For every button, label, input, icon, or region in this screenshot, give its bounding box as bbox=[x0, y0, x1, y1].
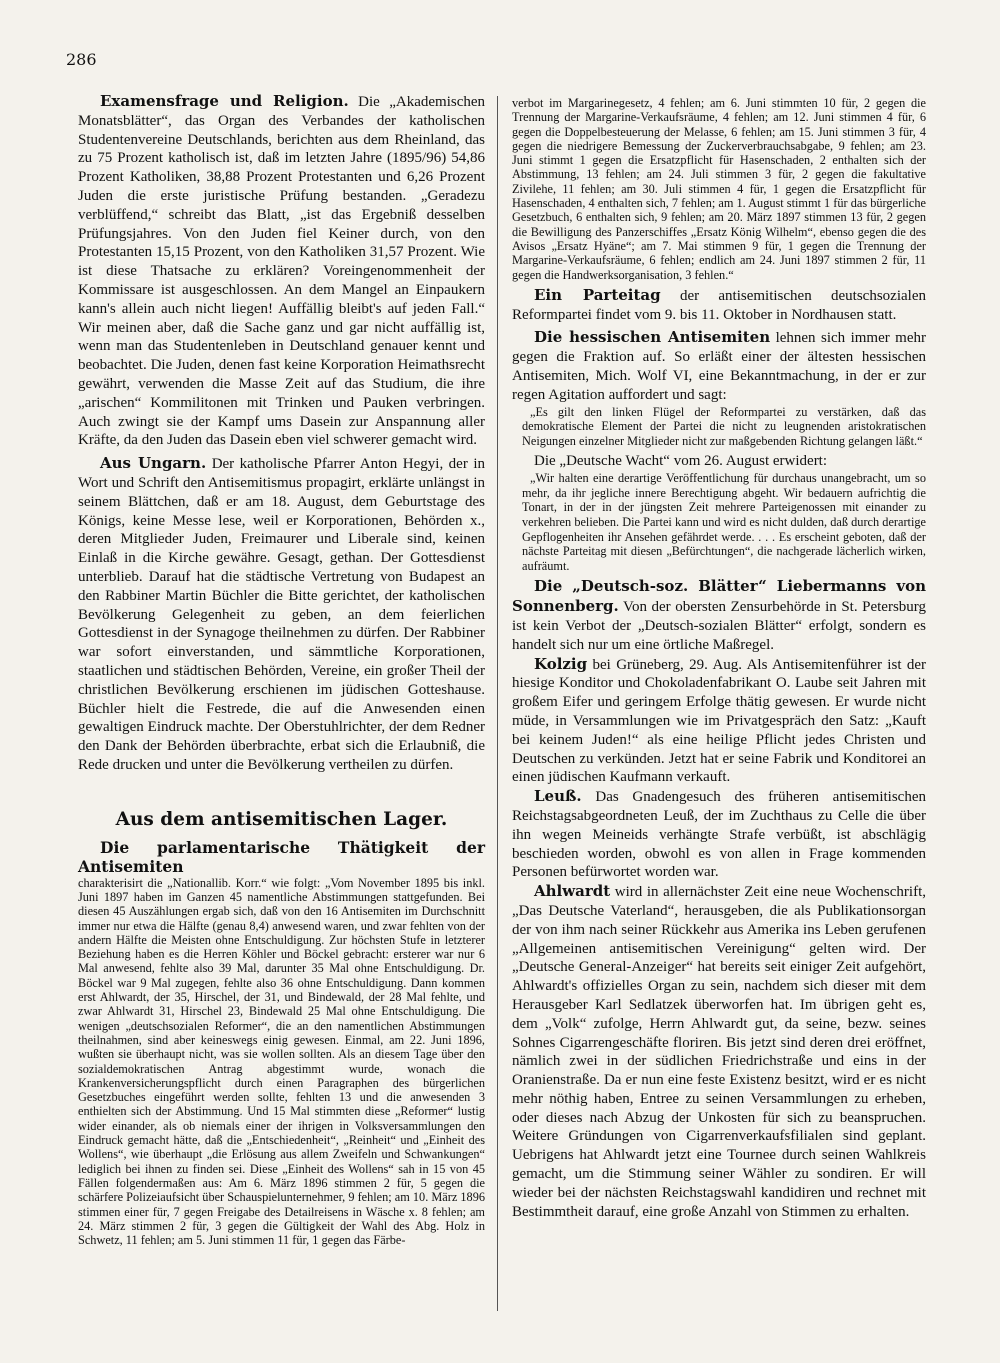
article-lead: Examensfrage und Religion. bbox=[100, 92, 349, 110]
article-ahlwardt bbox=[512, 882, 926, 1221]
article-text: Die „Akademischen Monatsblätter“, das Organ des Verbandes der katholischen Studentenvereine Deutschlands, berichten aus dem Rheinland, das zu 75 Prozent katholisch ist, daß im letzten Jahre (1895/96) 54,86 Prozent Katholiken, 38,88 Prozent Protestanten und 6,26 Prozent Juden die erste juristische Prüfung bestanden. „Geradezu verblüffend,“ schreibt das Blatt, „ist das Ergebniß desselben Prüfungsjahres. Von den Juden fiel Keiner durch, von den Protestanten 15,15 Prozent, von den Katholiken 31,57 Prozent. Wie ist diese Thatsache zu erklären? Voreingenommenheit der Kommissare ist ausgeschlossen. An dem Mangel an Einpaukern kann's allein auch nicht liegen! Auffällig bleibt's auf jeden Fall.“ Wir meinen aber, daß die Sache ganz und gar nicht auffällig ist, wenn man das Studentenleben in Deutschland genauer kennt und beobachtet. Die Juden, denen fast keine Korporation Heimathsrecht gewährt, verwenden die Masse Zeit auf das Studium, die ihre „arischen“ Kommilitonen mit Trinken und Pauken verbringen. Auch zwingt sie der Kampf ums Dasein zur Anspannung aller Kräfte, da den Juden das Dasein eben viel schwerer gemacht wird. bbox=[78, 94, 486, 449]
article-lead: Kolzig bbox=[534, 654, 588, 673]
article-lead: Die hessischen Antisemiten bbox=[534, 328, 771, 347]
article-text: lehnen sich immer mehr gegen die Fraktion auf. So erläßt einer der ältesten hessischen Antisemiten, Mich. Wolf VI, eine Bekanntmachung, in der er zur regen Agitation auffordert und sagt: bbox=[512, 330, 926, 403]
article-leuss bbox=[512, 787, 926, 882]
article-parteitag bbox=[512, 286, 926, 325]
article-hessen bbox=[512, 328, 926, 404]
quote-hessen: „Es gilt den linken Flügel der Reformpartei zu verstärken, daß das demokratische Element der Partei die nicht zu leugnenden aristokratischen Neigungen einzelner Mitglieder nicht zur maßgebenden Richtung gelangen läßt.“ bbox=[522, 404, 926, 448]
right-column bbox=[512, 96, 926, 1221]
article-text: Der katholische Pfarrer Anton Hegyi, der in Wort und Schrift den Antisemitismus propagirt, erklärte unlängst in seinem Blättchen, daß er am 18. August, dem Geburtstage des Königs, keine Messe lese, weil er Korporationen, Behörden x., deren Mitglieder Juden, Freimaurer und Liberale sind, keinen Einlaß in die Kirche gewähre. Gesagt, gethan. Der Gottesdienst unterblieb. Darauf hat die städtische Vertretung von Budapest an den Rabbiner Martin Büchler die Bitte gerichtet, der katholischen Bevölkerung Gelegenheit zu geben, an dem feierlichen Gottesdienst in der Synagoge theilnehmen zu dürfen. Der Rabbiner war sofort einverstanden, und sämmtliche Korporationen, staatlichen und städtischen Behörden, Vereine, ein großer Theil der christlichen Bevölkerung erschienen im jüdischen Gotteshause. Büchler hielt die Festrede, die auf die Anwesenden einen gewaltigen Eindruck machte. Der Oberstuhlrichter, der dem Redner den Dank der Behörden überbrachte, erbat sich die Erlaubniß, die Rede drucken und unter die Bevölkerung vertheilen zu dürfen. bbox=[78, 456, 486, 773]
article-lead: Aus Ungarn. bbox=[100, 454, 207, 473]
article-lead: Ahlwardt bbox=[534, 882, 611, 901]
article-kolzig bbox=[512, 655, 926, 788]
article-parlament-lead: Die parlamentarische Thätigkeit der Antisemiten bbox=[78, 837, 485, 876]
article-lead: Ein Parteitag bbox=[534, 285, 661, 304]
article-lead: Die „Deutsch-soz. Blätter“ Liebermanns von Sonnenberg. bbox=[512, 577, 926, 616]
section-heading: Aus dem antisemitischen Lager. bbox=[115, 808, 448, 830]
article-text: der antisemitischen deutschsozialen Reformpartei findet vom 9. bis 11. Oktober in Nordhausen statt. bbox=[512, 287, 926, 323]
article-text: Von der obersten Zensurbehörde in St. Petersburg ist kein Verbot der „Deutsch-sozialen Blätter“ erfolgt, sondern es handelt sich nur um eine örtliche Maßregel. bbox=[512, 599, 927, 653]
column-divider bbox=[497, 96, 498, 1311]
article-parlament-continued: verbot im Margarinegesetz, 4 fehlen; am 6. Juni stimmten 10 für, 2 gegen die Trennung der Margarine-Verkaufsräume, 4 fehlen; am 12. Juni stimmen 4 für, 6 gegen die Doppelbesteuerung der Melasse, 6 fehlen; am 15. Juni stimmen 3 für, 4 gegen die niedrigere Bemessung der Zuckerverbrauchsabgabe, 9 fehlen; am 23. Juni stimmt 1 gegen die Ersatzpflicht für Hasenschaden, 2 enthalten sich der Abstimmung, 13 fehlen; am 24. Juli stimmen 3 für, 2 gegen die fakultative Zivilehe, 11 fehlen; am 30. Juli stimmen 4 für, 1 gegen die Ersatzpflicht für Hasenschaden, 4 enthalten sich, 7 fehlen; am 1. August stimmt 1 für das bürgerliche Gesetzbuch, 6 enthalten sich, 9 fehlen; am 20. März 1897 stimmen 13 für, 2 gegen die Bewilligung des Panzerschiffes „Ersatz König Wilhelm“, ebenso gegen die des Avisos „Ersatz Hyäne“; am 7. Mai stimmen 9 für, 1 gegen die Trennung der Margarine-Verkaufsräume, 6 fehlen; endlich am 24. Juni 1897 stimmen 2 für, 11 gegen die Handwerksorganisation, 3 fehlen.“ bbox=[512, 96, 926, 282]
article-ungarn bbox=[78, 454, 485, 775]
article-examensfrage bbox=[78, 92, 485, 450]
quote-wacht: „Wir halten eine derartige Veröffentlichung für durchaus unangebracht, um so mehr, da ihr jegliche innere Berechtigung abgeht. Wir bedauern aufrichtig die Tonart, in der in der jüngsten Zeit mehrere Parteigenossen mit einander zu verkehren belieben. Die Partei kann und wird es nicht dulden, daß durch derartige Gepflogenheiten ihr Ansehen gefährdet werde. . . . Es erscheint geboten, daß der nächste Parteitag mit diesen „Befürchtungen“, die nachgerade lächerlich wirken, aufräumt. bbox=[522, 471, 926, 573]
article-lead: Leuß. bbox=[534, 787, 582, 806]
article-parlament-text: charakterisirt die „Nationallib. Korr.“ wie folgt: „Vom November 1895 bis inkl. Juni 1897 haben im Ganzen 45 namentliche Abstimmungen stattgefunden. Bei diesen 45 Auszählungen ergab sich, daß von den 16 Antisemiten im Durchschnitt immer nur etwa die Hälfte (genau 8,4) anwesend waren, und zwar fehlten von der andern Hälfte die Meisten ohne Entschuldigung. Zur höchsten Stufe in letzterer Beziehung haben es die Herren Köhler und Böckel gebracht: ersterer war nur 6 Mal anwesend, fehlte also 39 Mal, darunter 35 Mal ohne Entschuldigung. Dr. Böckel war 9 Mal zugegen, fehlte also 36 ohne Entschuldigung. Dann kommen erst Ahlwardt, der 35, Hirschel, der 31, und Bindewald, der 28 Mal fehlte, und zwar Ahlwardt 31, Hirschel 23, Bindewald 25 Mal ohne Entschuldigung. Die wenigen „deutschsozialen Reformer“, die an den namentlichen Abstimmungen theilnahmen, sind aber keineswegs einig gewesen. Einmal, am 22. Juni 1896, wußten sie überhaupt nicht, was sie wollen sollten. Als an diesem Tage über den sozialdemokratischen Antrag abgestimmt wurde, wonach die Krankenversicherungspflicht durch einen Paragraphen des bürgerlichen Gesetzbuches eingeführt werden sollte, fehlten 13 und die anwesenden 3 enthielten sich der Abstimmung. Und 15 Mal stimmten diese „Reformer“ lustig wider einander, als ob niemals einer der ihrigen in Volksversammlungen den Eindruck gemacht hätte, daß die „Entschiedenheit“, „Reinheit“ und „Einheit des Wollens“, wie überhaupt „die Erlösung aus allem Zweifeln und Schwankungen“ lediglich bei ihnen zu finden sei. Diese „Einheit des Wollens“ sah in 15 von 45 Fällen folgendermaßen aus: Am 6. März 1896 stimmen 2 für, 5 gegen die schärfere Polizeiaufsicht über Schauspielunternehmer, 9 fehlen; am 10. März 1896 stimmen einer für, 7 gegen Freigabe des Detailreisens in Wäsche x. 8 fehlen; am 24. März stimmen 2 für, 3 gegen die Gültigkeit der Wahl des Abg. Holz in Schwetz, 11 fehlen; am 5. Juni stimmen 11 für, 1 gegen das Färbe- bbox=[78, 875, 485, 1248]
article-wacht: Die „Deutsche Wacht“ vom 26. August erwidert: bbox=[534, 453, 828, 470]
article-blaetter bbox=[512, 577, 926, 654]
article-text: wird in allernächster Zeit eine neue Wochenschrift, „Das Deutsche Vaterland“, herausgeben, die als Publikationsorgan der von ihm nach seiner Rückkehr aus Amerika ins Leben gerufenen „Allgemeinen antisemitischen Vereinigung“ gelten wird. Der „Deutsche General-Anzeiger“ hat bereits seit einiger Zeit aufgehört, Ahlwardt's offizielles Organ zu sein, nachdem sich dieser mit dem Herausgeber Karl Sedlatzek überworfen hat. Im übrigen geht es, dem „Volk“ zufolge, Herrn Ahlwardt gut, da seine, bezw. seines Sohnes Cigarrengeschäfte floriren. Bis jetzt sind deren drei eröffnet, nämlich zwei in der südlichen Friedrichstraße und eins in der Oranienstraße. Da er nun eine feste Existenz besitzt, wird er es nicht mehr nöthig haben, Entree zu seinen Versammlungen zu erheben, oder dieses nach Abzug der Unkosten für sich zu beanspruchen. Weitere Gründungen von Cigarrenverkaufsfilialen sind geplant. Uebrigens hat Ahlwardt jetzt eine Tournee durch seinen Wahlkreis gemacht, um die Stimmung seiner Wähler zu sondiren. Er will wieder bei der nächsten Reichstagswahl kandidiren und rechnet mit Bestimmtheit darauf, eine große Anzahl von Stimmen zu erhalten. bbox=[512, 884, 927, 1220]
article-text: Das Gnadengesuch des früheren antisemitischen Reichstagsabgeordneten Leuß, der im Zuchthaus zu Celle die über ihn wegen Meineids verhängte Strafe verbüßt, ist abschlägig beschieden worden, obwohl es von allen in Frage kommenden Personen befürwortet worden war. bbox=[512, 789, 926, 881]
article-text: bei Grüneberg, 29. Aug. Als Antisemitenführer ist der hiesige Konditor und Chokoladenfabrikant O. Laube seit Jahren mit großem Eifer und geringem Erfolge thätig gewesen. Er wurde nicht müde, in Versammlungen wie im Privatgespräch den Satz: „Kauft bei keinem Juden!“ als eine heilige Pflicht jedes Christen und Deutschen zu verkünden. Jetzt hat er seine Fabrik und Konditorei an einen jüdischen Kaufmann verkauft. bbox=[512, 656, 927, 786]
page-number: 286 bbox=[66, 50, 97, 69]
left-column bbox=[78, 92, 485, 1247]
